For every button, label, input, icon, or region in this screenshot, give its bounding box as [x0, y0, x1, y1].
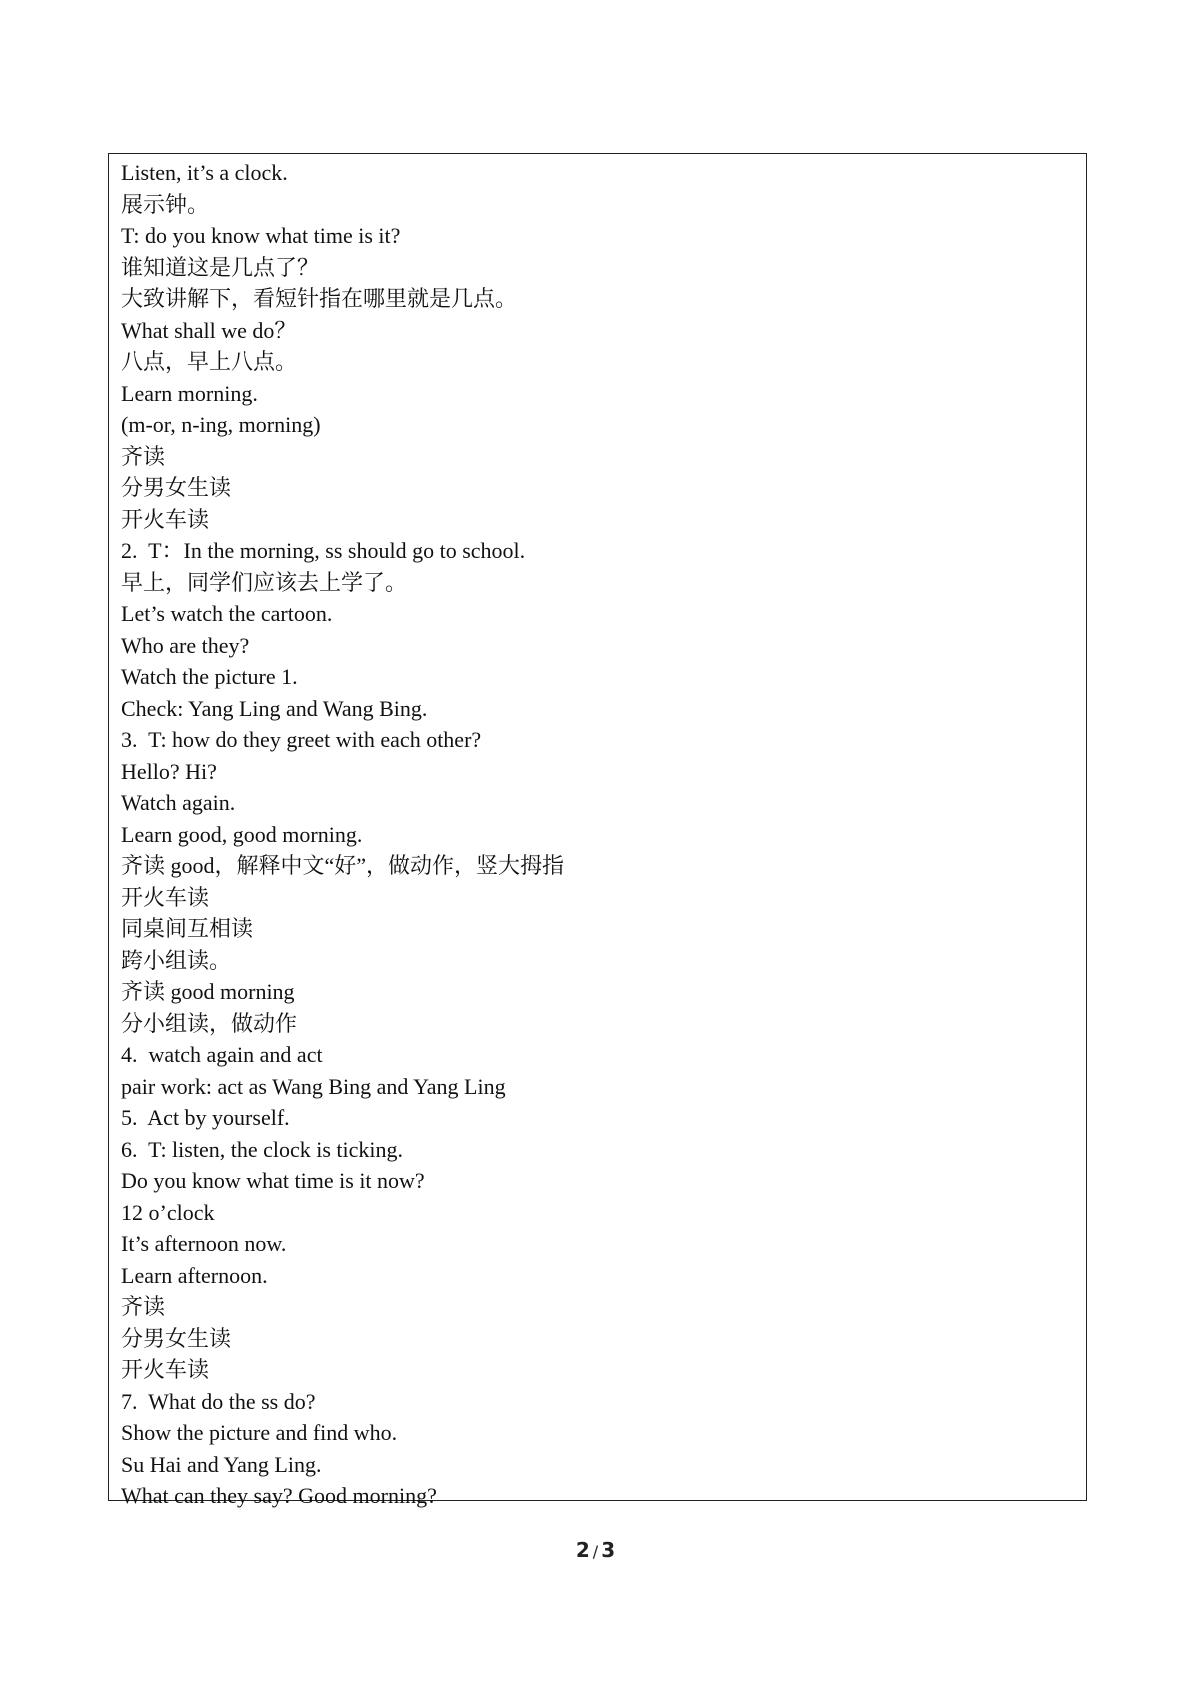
text-line: 齐读 good，解释中文“好”，做动作，竖大拇指 — [121, 853, 565, 878]
text-line: 5. Act by yourself. — [121, 1105, 290, 1130]
text-line: What can they say? Good morning? — [121, 1483, 437, 1508]
text-line: 2. T：In the morning, ss should go to school. — [121, 538, 526, 563]
text-line: 跨小组读。 — [121, 947, 232, 973]
text-line: (m-or, n-ing, morning) — [121, 412, 321, 437]
text-line: 大致讲解下，看短针指在哪里就是几点。 — [121, 286, 518, 311]
text-line: Do you know what time is it now? — [121, 1168, 425, 1193]
text-line: 分男女生读 — [121, 475, 232, 500]
text-line: What shall we do？ — [121, 317, 297, 343]
text-line: 齐读 good morning — [121, 979, 295, 1004]
text-line: pair work: act as Wang Bing and Yang Ling — [121, 1073, 506, 1099]
page-number — [0, 1538, 1191, 1562]
text-line: Learn good, good morning. — [121, 821, 363, 847]
text-line: 齐读 — [121, 1294, 166, 1319]
text-line: It’s afternoon now. — [121, 1231, 287, 1256]
text-line: 开火车读 — [121, 506, 210, 532]
text-line: 八点，早上八点。 — [121, 349, 298, 374]
lesson-plan-table-cell — [108, 153, 1087, 1508]
text-line: 分小组读，做动作 — [121, 1010, 298, 1036]
text-line: 齐读 — [121, 443, 166, 469]
text-line: 7. What do the ss do? — [121, 1388, 316, 1414]
text-line: 分男女生读 — [121, 1325, 232, 1351]
text-line: Show the picture and find who. — [121, 1420, 398, 1445]
text-line: 3. T: how do they greet with each other? — [121, 727, 482, 752]
text-line: Let’s watch the cartoon. — [121, 601, 333, 626]
text-line: 早上，同学们应该去上学了。 — [121, 569, 408, 595]
text-line: 展示钟。 — [121, 191, 210, 217]
text-line: Su Hai and Yang Ling. — [121, 1451, 322, 1477]
page-separator: / — [592, 1542, 599, 1561]
text-line: Who are they? — [121, 632, 250, 658]
text-line: 12 o’clock — [121, 1199, 215, 1225]
current-page: 2 — [575, 1538, 590, 1562]
text-line: 4. watch again and act — [121, 1042, 323, 1067]
text-line: Hello? Hi? — [121, 758, 217, 784]
text-line: Listen, it’s a clock. — [121, 160, 288, 185]
text-line: 6. T: listen, the clock is ticking. — [121, 1136, 404, 1162]
text-line: T: do you know what time is it? — [121, 223, 401, 248]
total-pages: 3 — [601, 1538, 616, 1562]
text-line: Learn afternoon. — [121, 1262, 268, 1288]
text-line: Watch the picture 1. — [121, 664, 298, 689]
text-line: Watch again. — [121, 790, 236, 815]
text-line: Learn morning. — [121, 380, 258, 406]
text-line: 开火车读 — [121, 1357, 210, 1382]
text-line: 谁知道这是几点了？ — [121, 254, 320, 280]
text-line: 同桌间互相读 — [121, 916, 254, 941]
text-line: 开火车读 — [121, 884, 210, 910]
text-line: Check: Yang Ling and Wang Bing. — [121, 695, 428, 721]
